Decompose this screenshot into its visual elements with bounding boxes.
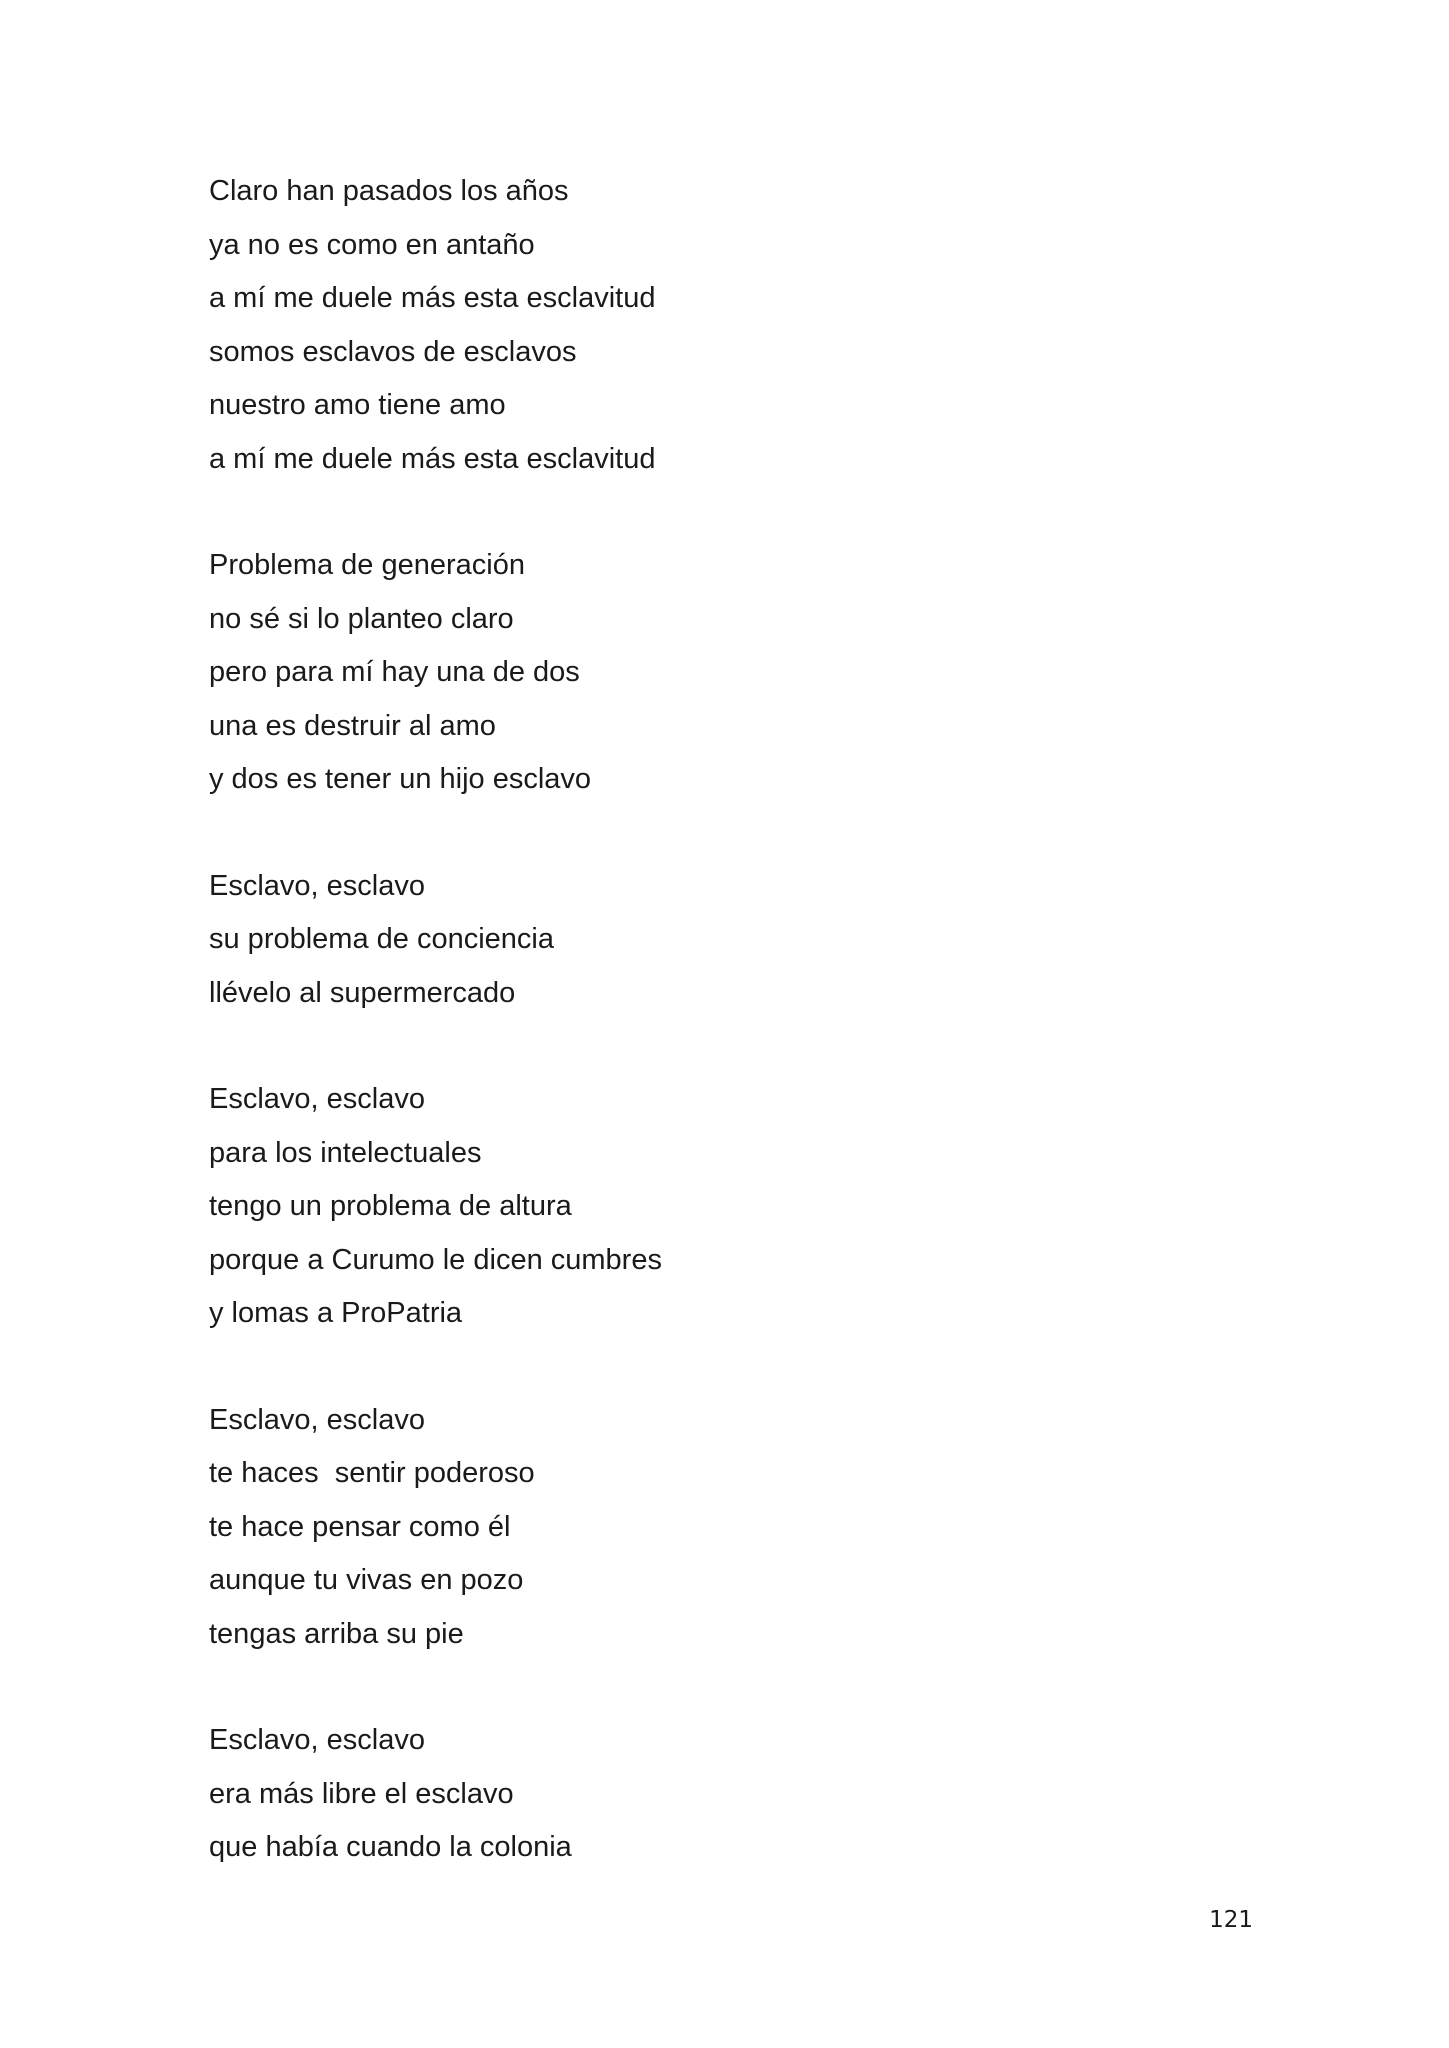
poem-line: Esclavo, esclavo bbox=[209, 1403, 425, 1436]
poem-line: una es destruir al amo bbox=[209, 709, 496, 742]
poem-line: y dos es tener un hijo esclavo bbox=[209, 763, 592, 795]
poem-line: pero para mí hay una de dos bbox=[209, 656, 580, 688]
poem-line: ya no es como en antaño bbox=[209, 228, 535, 261]
page-number: 121 bbox=[1209, 1907, 1253, 1933]
poem-line: a mí me duele más esta esclavitud bbox=[209, 442, 656, 475]
stanza bbox=[209, 1073, 1209, 1341]
poem-line: para los intelectuales bbox=[209, 1136, 482, 1169]
poem-line: Problema de generación bbox=[209, 549, 525, 581]
poem-line: era más libre el esclavo bbox=[209, 1777, 514, 1810]
poem-line: Esclavo, esclavo bbox=[209, 1724, 425, 1756]
poem-line: y lomas a ProPatria bbox=[209, 1297, 463, 1329]
stanza bbox=[209, 1394, 1209, 1662]
poem-line: su problema de conciencia bbox=[209, 923, 554, 955]
poem-line: somos esclavos de esclavos bbox=[209, 335, 577, 368]
stanza bbox=[209, 539, 1209, 807]
poem-line: llévelo al supermercado bbox=[209, 976, 516, 1009]
poem-line: tengas arriba su pie bbox=[209, 1617, 464, 1650]
poem-line: nuestro amo tiene amo bbox=[209, 389, 506, 421]
poem-line: aunque tu vivas en pozo bbox=[209, 1564, 524, 1596]
poem-line: Claro han pasados los años bbox=[209, 175, 569, 207]
poem-line: te haces sentir poderoso bbox=[209, 1457, 535, 1489]
poem-line: porque a Curumo le dicen cumbres bbox=[209, 1243, 662, 1276]
stanza bbox=[209, 860, 1209, 1021]
poem-line: a mí me duele más esta esclavitud bbox=[209, 282, 656, 314]
poem-line: no sé si lo planteo claro bbox=[209, 602, 514, 635]
stanza bbox=[209, 1714, 1209, 1875]
poem-line: te hace pensar como él bbox=[209, 1510, 511, 1543]
poem-line: Esclavo, esclavo bbox=[209, 869, 425, 902]
poem-body bbox=[209, 165, 1209, 1928]
poem-line: Esclavo, esclavo bbox=[209, 1083, 425, 1115]
poem-line: tengo un problema de altura bbox=[209, 1190, 572, 1222]
stanza bbox=[209, 165, 1209, 486]
poem-line: que había cuando la colonia bbox=[209, 1831, 572, 1863]
